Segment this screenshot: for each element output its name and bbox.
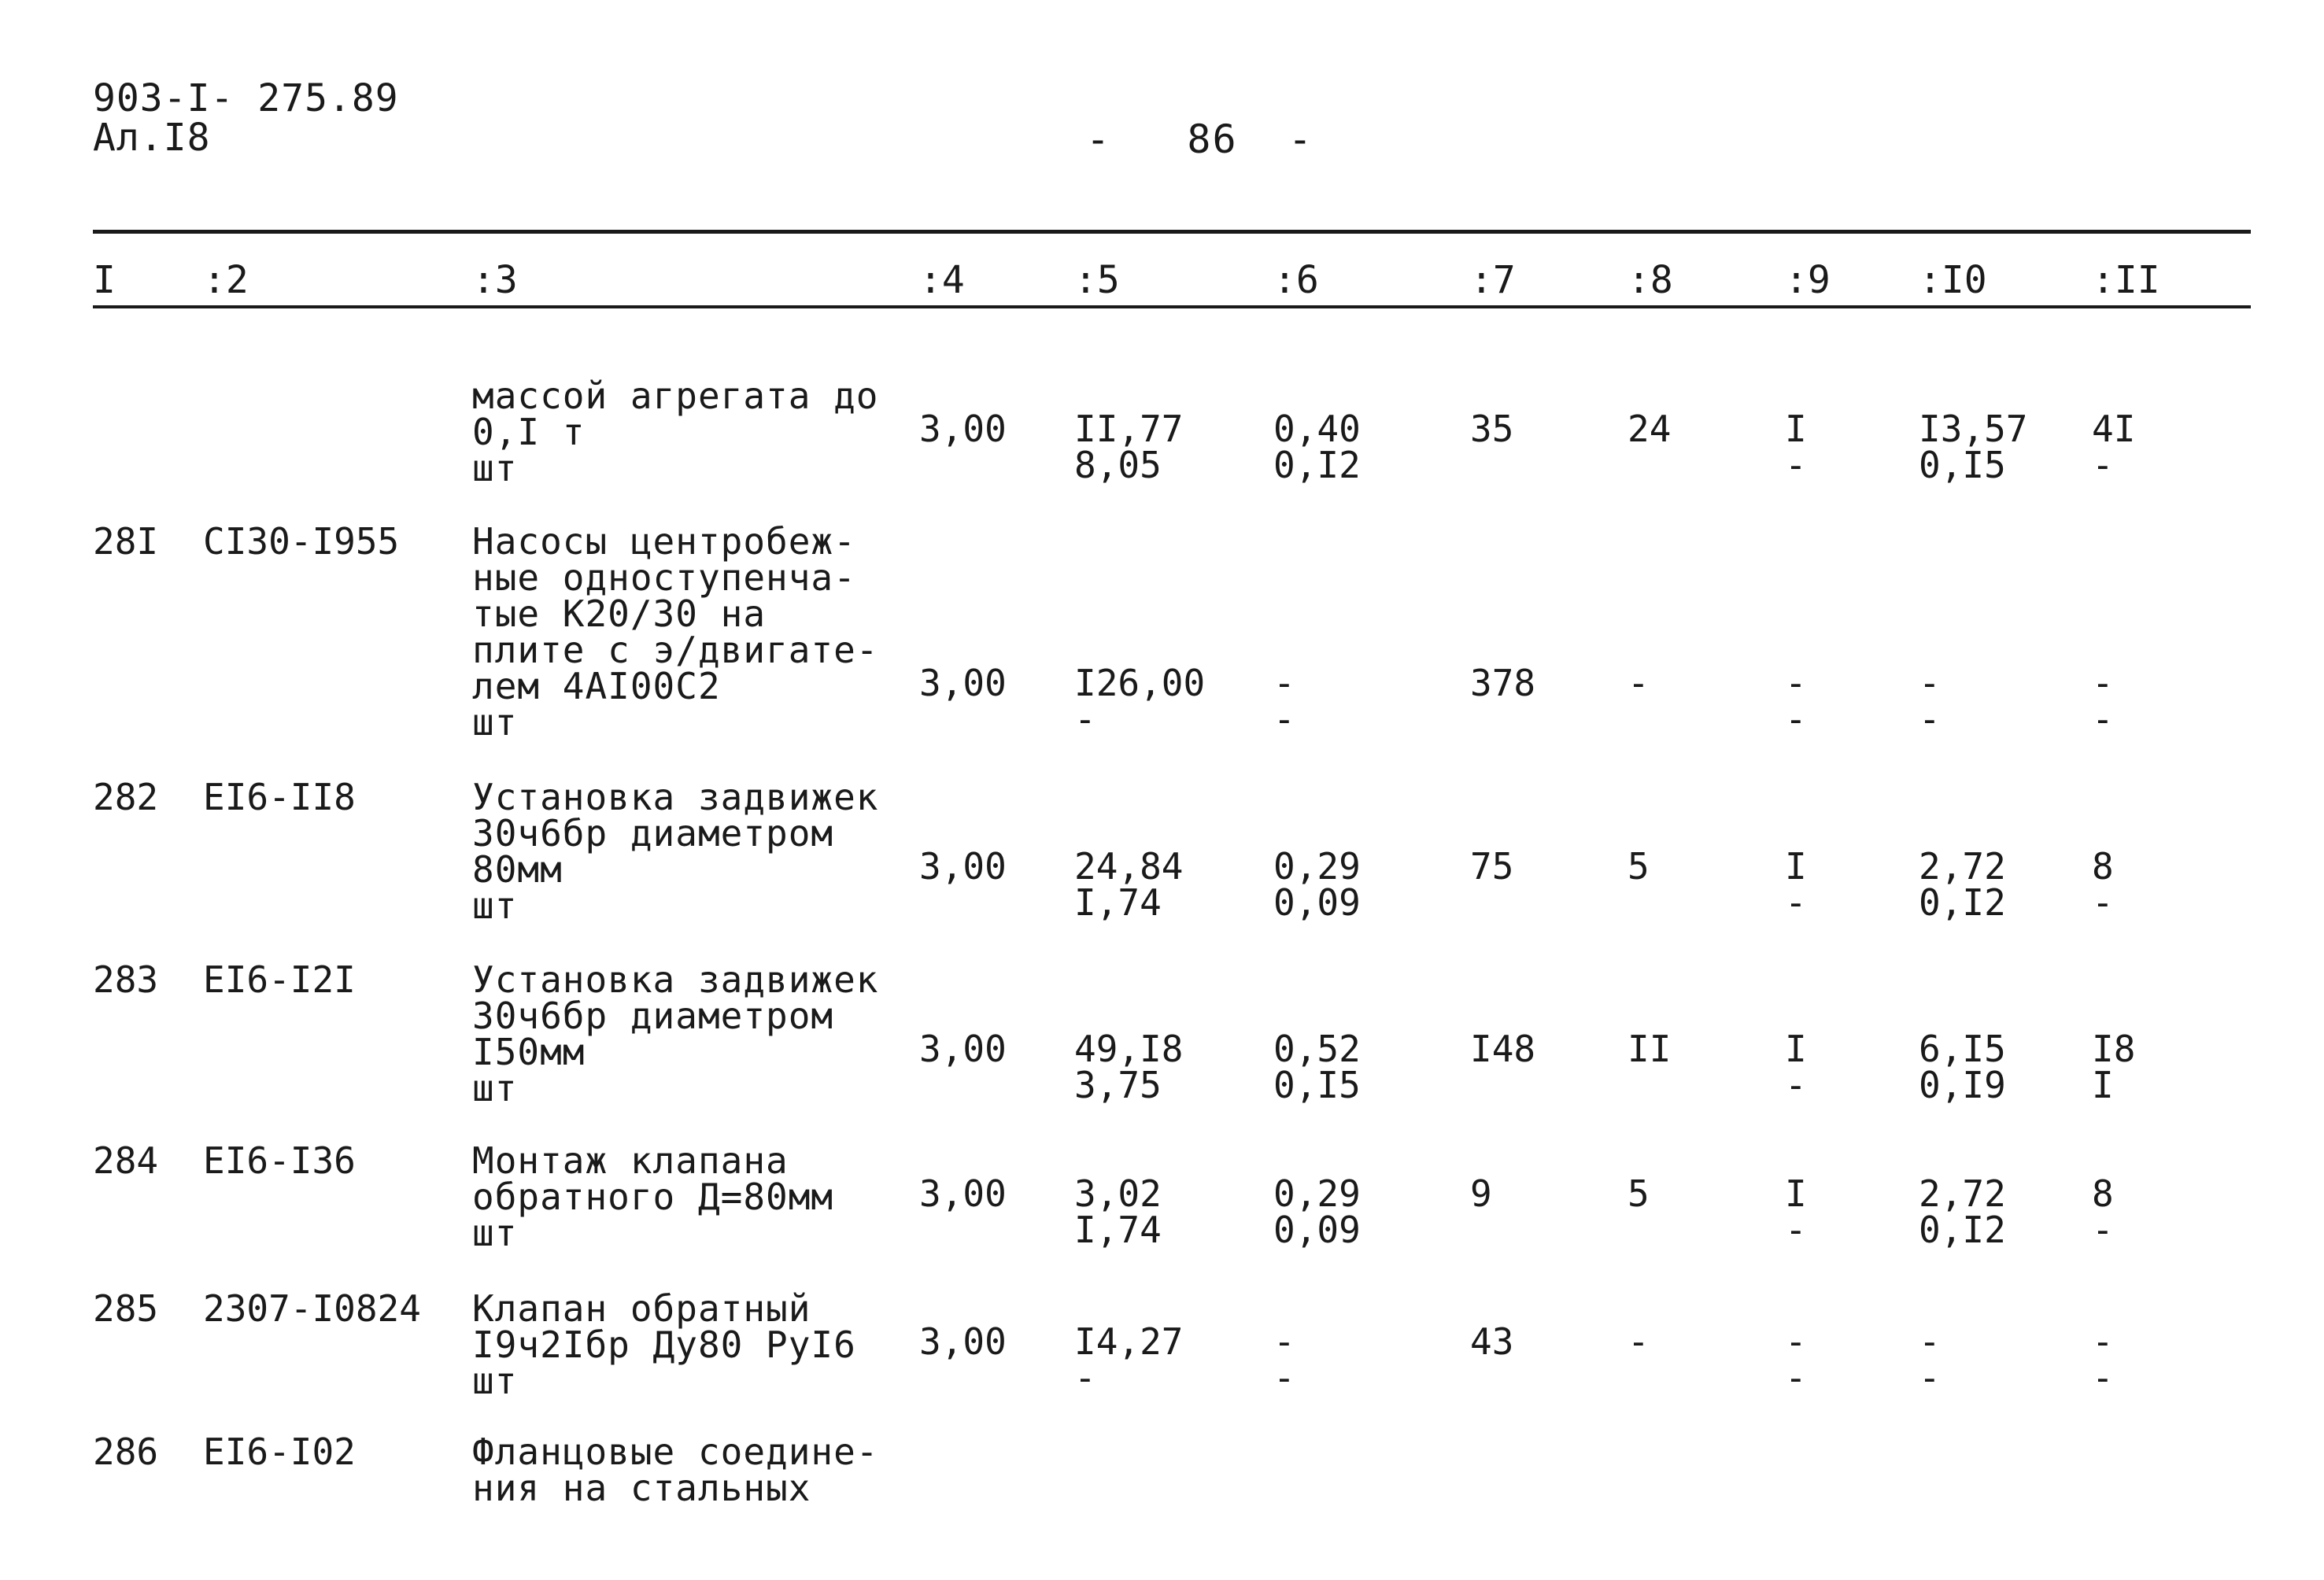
unit-cost-value: 3,75 xyxy=(1074,1064,1162,1106)
total-labor-value: I8 xyxy=(2092,1028,2136,1070)
column-header-11: :II xyxy=(2092,258,2160,302)
total-cost-value: 35 xyxy=(1470,408,1514,450)
unit-cost-stack xyxy=(1074,1172,1162,1251)
column-header-3: :3 xyxy=(472,258,518,302)
total-cost-value: 43 xyxy=(1470,1320,1514,1363)
total-labor-value: I xyxy=(2092,1064,2114,1106)
row-description xyxy=(472,520,879,744)
wage-cost-stack xyxy=(1273,1172,1361,1251)
machine-cost-value: - xyxy=(1785,662,1807,704)
description-line: Клапан обратный xyxy=(472,1287,811,1330)
column-header-5: :5 xyxy=(1074,258,1120,302)
total-labor-value: - xyxy=(2092,1357,2114,1399)
machine-cost-value: I xyxy=(1785,408,1807,450)
column-header-7: :7 xyxy=(1470,258,1516,302)
labor-hours-stack xyxy=(1919,1320,1941,1399)
description-line: шт xyxy=(472,1067,518,1109)
labor-hours-stack xyxy=(1919,408,2028,486)
row-code: 2307-I0824 xyxy=(203,1287,421,1330)
total-cost-value: 9 xyxy=(1470,1172,1492,1215)
machine-cost-value: I xyxy=(1785,1028,1807,1070)
coefficient-value: 3,00 xyxy=(919,408,1007,450)
wage-cost-stack xyxy=(1273,662,1295,740)
description-line: шт xyxy=(472,701,518,744)
description-line: шт xyxy=(472,1360,518,1402)
description-line: шт xyxy=(472,447,518,489)
row-number: 284 xyxy=(93,1139,159,1182)
description-line: Насосы центробеж- xyxy=(472,520,856,563)
total-labor-value: - xyxy=(2092,698,2114,740)
row-description xyxy=(472,776,879,927)
wage-cost-value: 0,I5 xyxy=(1273,1064,1361,1106)
unit-cost-value: II,77 xyxy=(1074,408,1184,450)
row-number: 28I xyxy=(93,520,159,563)
wage-cost-stack xyxy=(1273,1320,1295,1399)
total-labor-value: 8 xyxy=(2092,845,2114,888)
unit-cost-value: I26,00 xyxy=(1074,662,1206,704)
unit-cost-value: 24,84 xyxy=(1074,845,1184,888)
total-cost-value: I48 xyxy=(1470,1028,1536,1070)
column-header-2: :2 xyxy=(203,258,249,302)
column-header-4: :4 xyxy=(919,258,965,302)
description-line: тые К20/30 на xyxy=(472,592,767,635)
machine-cost-value: - xyxy=(1785,1064,1807,1106)
machine-cost-value: - xyxy=(1785,1357,1807,1399)
total-labor-stack xyxy=(2092,1172,2114,1251)
machine-cost-value: I xyxy=(1785,845,1807,888)
description-line: Монтаж клапана xyxy=(472,1139,789,1182)
machine-cost-value: I xyxy=(1785,1172,1807,1215)
description-line: Установка задвижек xyxy=(472,958,879,1001)
total-cost-value: 378 xyxy=(1470,662,1536,704)
wage-cost-value: 0,09 xyxy=(1273,1209,1361,1251)
labor-hours-stack xyxy=(1919,845,2006,924)
total-labor-value: - xyxy=(2092,881,2114,924)
description-line: 80мм xyxy=(472,848,563,891)
row-number: 285 xyxy=(93,1287,159,1330)
wage-cost-value: 0,09 xyxy=(1273,881,1361,924)
row-code: EI6-I2I xyxy=(203,958,356,1001)
total-labor-value: - xyxy=(2092,662,2114,704)
column-header-1: I xyxy=(93,258,116,302)
machine-cost-stack xyxy=(1785,1172,1807,1251)
machine-cost-value: - xyxy=(1785,444,1807,486)
wage-cost-value: - xyxy=(1273,662,1295,704)
total-labor-stack xyxy=(2092,1028,2136,1106)
coefficient-value: 3,00 xyxy=(919,845,1007,888)
machine-cost-stack xyxy=(1785,845,1807,924)
description-line: плите с э/двигате- xyxy=(472,629,879,671)
labor-hours-value: 2,72 xyxy=(1919,845,2006,888)
total-labor-value: 8 xyxy=(2092,1172,2114,1215)
labor-hours-value: - xyxy=(1919,1320,1941,1363)
labor-value: 5 xyxy=(1628,1172,1650,1215)
row-description xyxy=(472,958,879,1109)
wage-cost-stack xyxy=(1273,845,1361,924)
document-code-line-1: 903-I- 275.89 xyxy=(93,76,399,120)
row-description xyxy=(472,1430,879,1509)
machine-cost-stack xyxy=(1785,1028,1807,1106)
unit-cost-value: 49,I8 xyxy=(1074,1028,1184,1070)
labor-hours-value: 2,72 xyxy=(1919,1172,2006,1215)
labor-hours-stack xyxy=(1919,662,1941,740)
labor-value: 5 xyxy=(1628,845,1650,888)
description-line: 0,I т xyxy=(472,411,586,453)
total-labor-value: - xyxy=(2092,1209,2114,1251)
total-cost-value: 75 xyxy=(1470,845,1514,888)
wage-cost-value: 0,29 xyxy=(1273,845,1361,888)
coefficient-value: 3,00 xyxy=(919,1028,1007,1070)
description-line: I9ч2Iбр Ду80 РуI6 xyxy=(472,1323,856,1366)
coefficient-value: 3,00 xyxy=(919,1172,1007,1215)
coefficient-value: 3,00 xyxy=(919,1320,1007,1363)
total-labor-value: - xyxy=(2092,444,2114,486)
column-header-6: :6 xyxy=(1273,258,1319,302)
description-line: лем 4AI00C2 xyxy=(472,665,721,707)
description-line: шт xyxy=(472,1212,518,1254)
unit-cost-stack xyxy=(1074,1028,1184,1106)
description-line: шт xyxy=(472,884,518,927)
description-line: Фланцовые соедине- xyxy=(472,1430,879,1473)
labor-hours-value: 0,I5 xyxy=(1919,444,2006,486)
row-description xyxy=(472,375,879,489)
machine-cost-stack xyxy=(1785,662,1807,740)
description-line: массой агрегата до xyxy=(472,375,879,417)
wage-cost-stack xyxy=(1273,408,1361,486)
row-number: 286 xyxy=(93,1430,159,1473)
unit-cost-value: I,74 xyxy=(1074,1209,1162,1251)
description-line: обратного Д=80мм xyxy=(472,1176,834,1218)
wage-cost-value: 0,I2 xyxy=(1273,444,1361,486)
description-line: ния на стальных xyxy=(472,1467,811,1509)
wage-cost-value: 0,52 xyxy=(1273,1028,1361,1070)
description-line: I50мм xyxy=(472,1031,586,1073)
labor-hours-value: 0,I2 xyxy=(1919,1209,2006,1251)
total-labor-value: - xyxy=(2092,1320,2114,1363)
unit-cost-stack xyxy=(1074,845,1184,924)
labor-value: - xyxy=(1628,1320,1650,1363)
row-description xyxy=(472,1139,834,1254)
machine-cost-value: - xyxy=(1785,881,1807,924)
description-line: 30ч6бр диаметром xyxy=(472,812,834,855)
labor-hours-value: - xyxy=(1919,1357,1941,1399)
labor-hours-stack xyxy=(1919,1172,2006,1251)
wage-cost-stack xyxy=(1273,1028,1361,1106)
unit-cost-stack xyxy=(1074,408,1184,486)
wage-cost-value: 0,29 xyxy=(1273,1172,1361,1215)
total-labor-stack xyxy=(2092,845,2114,924)
wage-cost-value: - xyxy=(1273,1357,1295,1399)
row-number: 283 xyxy=(93,958,159,1001)
unit-cost-value: 8,05 xyxy=(1074,444,1162,486)
labor-hours-value: I3,57 xyxy=(1919,408,2028,450)
total-labor-stack xyxy=(2092,408,2136,486)
labor-value: 24 xyxy=(1628,408,1672,450)
labor-hours-value: 0,I2 xyxy=(1919,881,2006,924)
row-code: EI6-I02 xyxy=(203,1430,356,1473)
total-labor-value: 4I xyxy=(2092,408,2136,450)
row-code: EI6-II8 xyxy=(203,776,356,818)
wage-cost-value: 0,40 xyxy=(1273,408,1361,450)
total-labor-stack xyxy=(2092,1320,2114,1399)
labor-hours-value: - xyxy=(1919,662,1941,704)
column-header-8: :8 xyxy=(1628,258,1673,302)
description-line: ные одноступенча- xyxy=(472,556,856,599)
row-code: EI6-I36 xyxy=(203,1139,356,1182)
unit-cost-stack xyxy=(1074,662,1206,740)
unit-cost-stack xyxy=(1074,1320,1184,1399)
row-code: CI30-I955 xyxy=(203,520,400,563)
description-line: 30ч6бр диаметром xyxy=(472,995,834,1037)
unit-cost-value: I,74 xyxy=(1074,881,1162,924)
total-labor-stack xyxy=(2092,662,2114,740)
unit-cost-value: - xyxy=(1074,1357,1096,1399)
machine-cost-value: - xyxy=(1785,1320,1807,1363)
labor-value: II xyxy=(1628,1028,1672,1070)
row-description xyxy=(472,1287,856,1402)
column-header-10: :I0 xyxy=(1919,258,1987,302)
labor-value: - xyxy=(1628,662,1650,704)
coefficient-value: 3,00 xyxy=(919,662,1007,704)
labor-hours-value: - xyxy=(1919,698,1941,740)
description-line: Установка задвижек xyxy=(472,776,879,818)
wage-cost-value: - xyxy=(1273,698,1295,740)
row-number: 282 xyxy=(93,776,159,818)
column-header-9: :9 xyxy=(1785,258,1831,302)
wage-cost-value: - xyxy=(1273,1320,1295,1363)
page-number: - 86 - xyxy=(1086,116,1313,162)
labor-hours-value: 6,I5 xyxy=(1919,1028,2006,1070)
labor-hours-stack xyxy=(1919,1028,2006,1106)
machine-cost-value: - xyxy=(1785,1209,1807,1251)
machine-cost-value: - xyxy=(1785,698,1807,740)
machine-cost-stack xyxy=(1785,1320,1807,1399)
machine-cost-stack xyxy=(1785,408,1807,486)
unit-cost-value: I4,27 xyxy=(1074,1320,1184,1363)
unit-cost-value: - xyxy=(1074,698,1096,740)
document-code-line-2: Ал.I8 xyxy=(93,116,211,160)
labor-hours-value: 0,I9 xyxy=(1919,1064,2006,1106)
unit-cost-value: 3,02 xyxy=(1074,1172,1162,1215)
